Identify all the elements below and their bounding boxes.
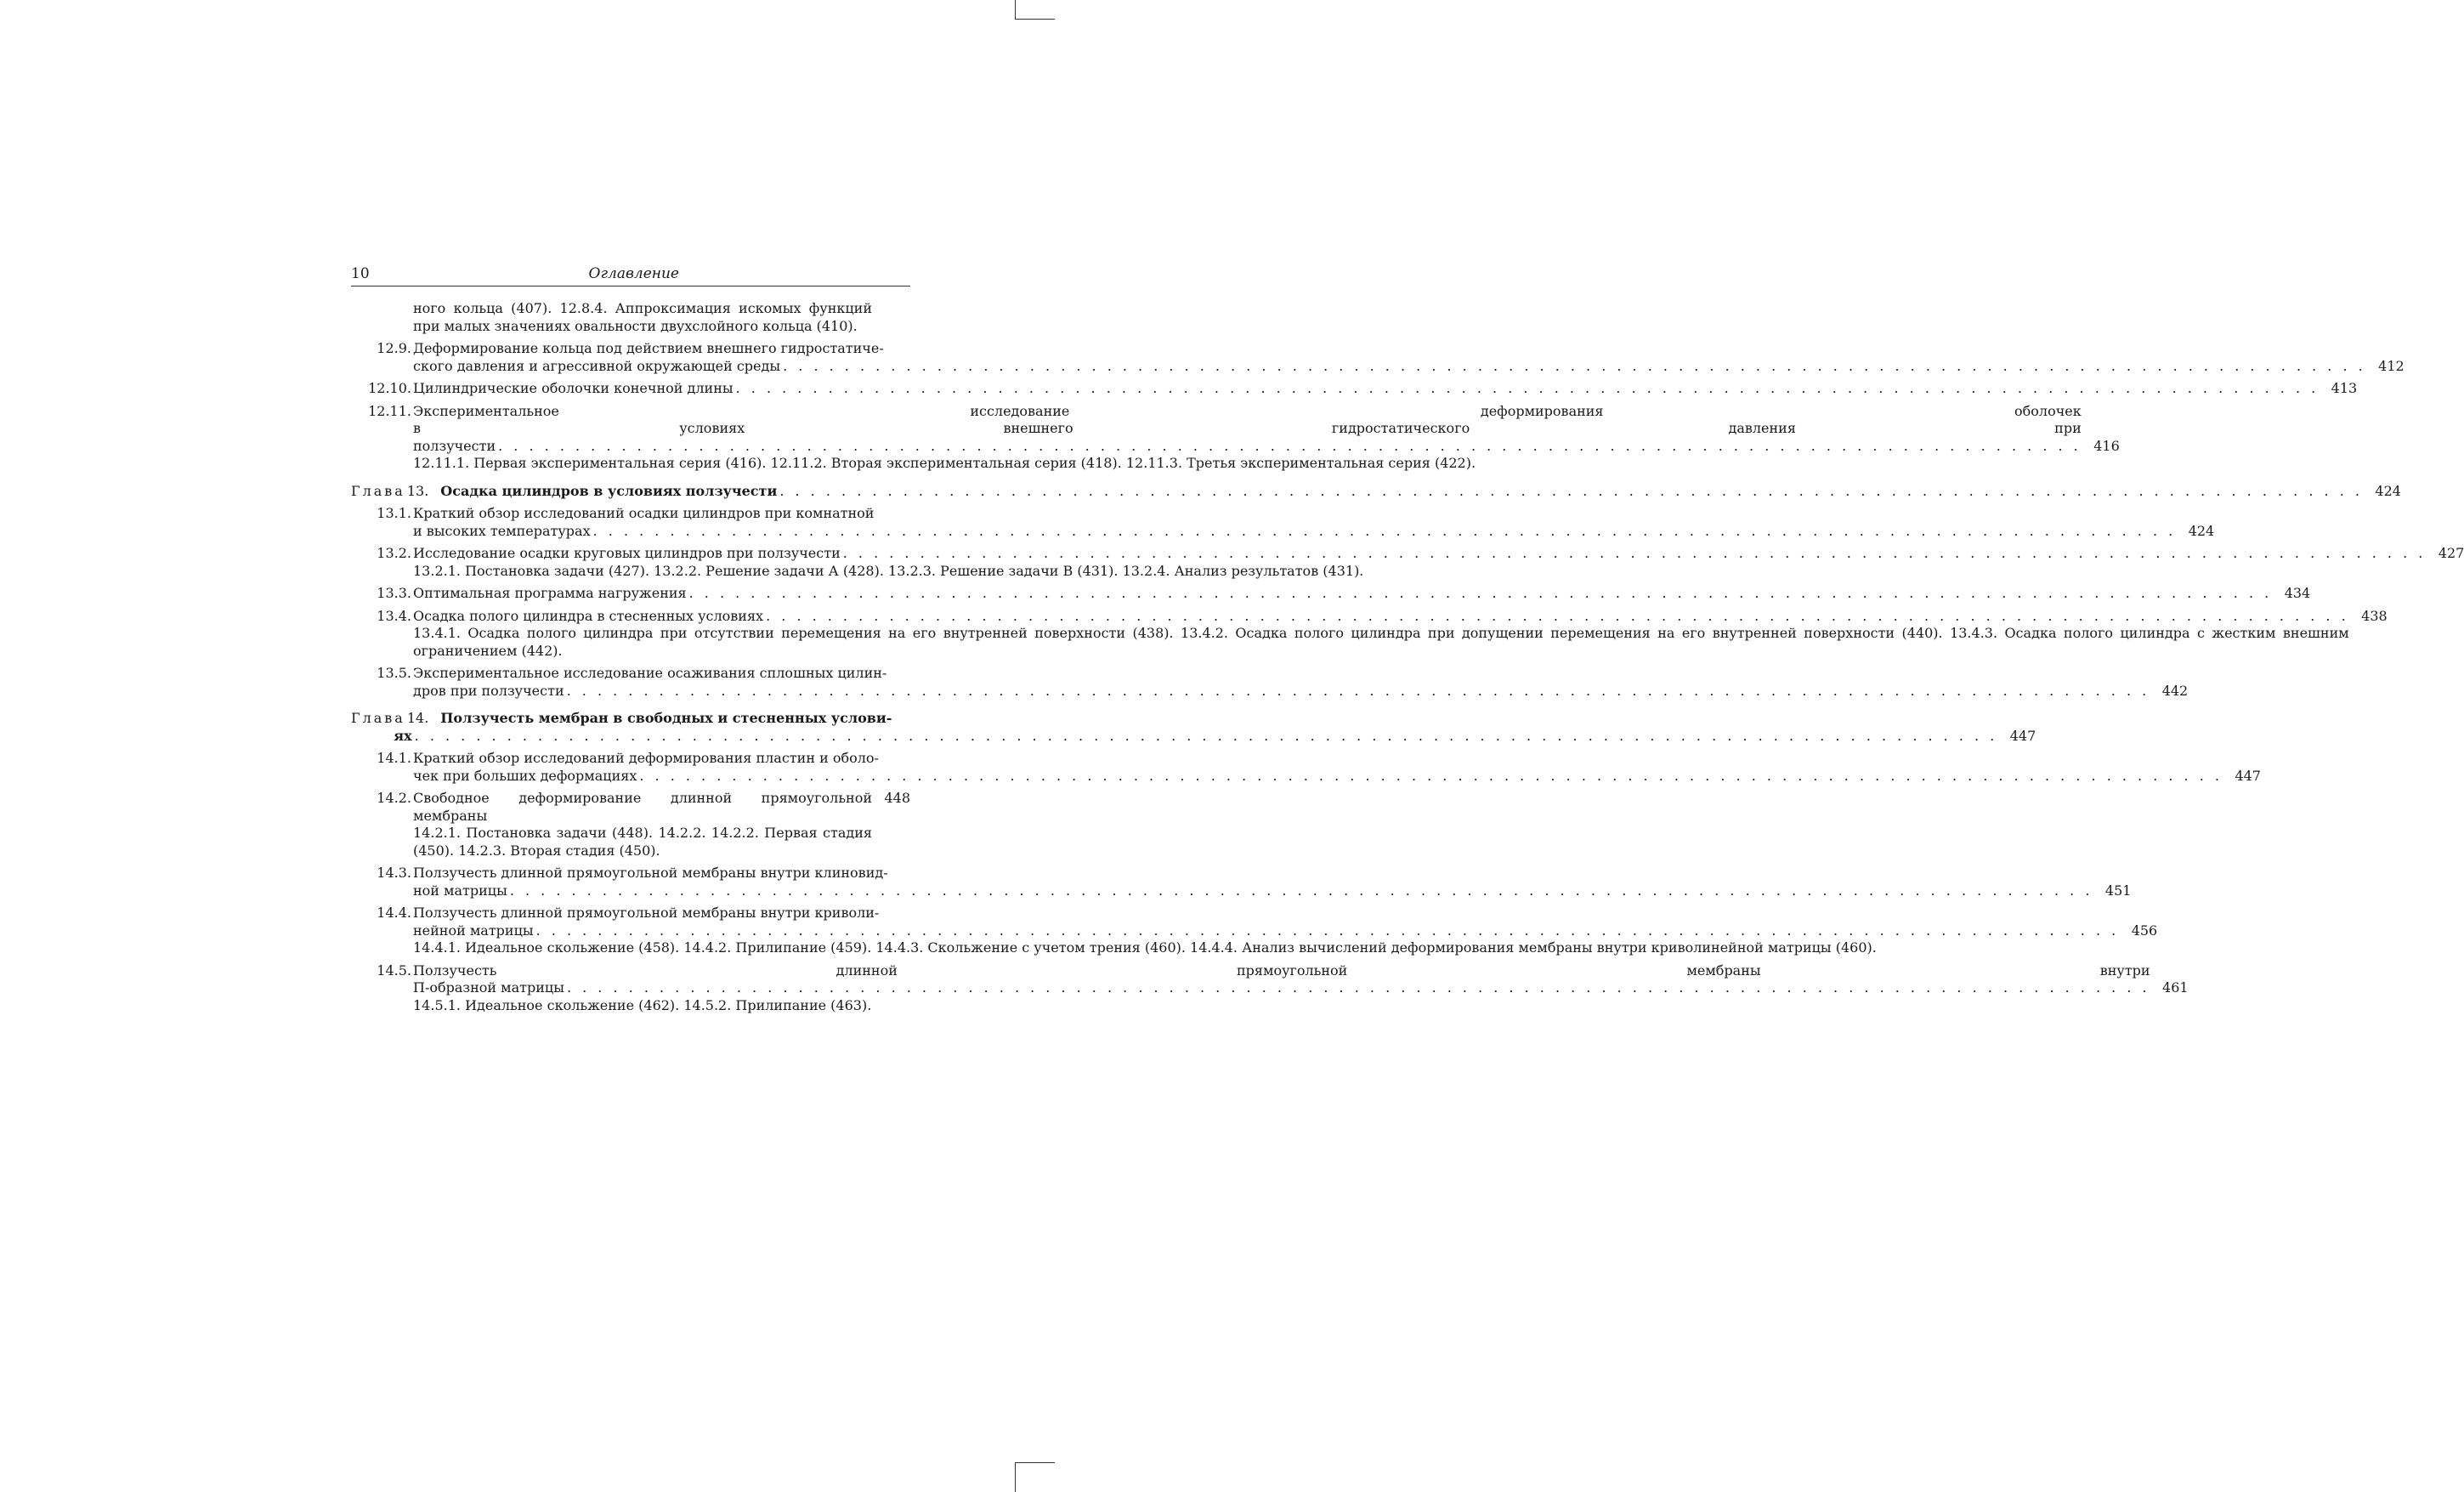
chapter-title-line-2: ях — [394, 727, 412, 744]
crop-mark-bottom-vertical — [1015, 1462, 1016, 1492]
section-title-line-1: Ползучесть длинной прямоугольной мембраны внутри криволи- — [413, 905, 880, 921]
page-ref: 456 — [2131, 922, 2158, 939]
leader-dots — [593, 523, 2177, 541]
section-number: 14.2. — [377, 790, 411, 806]
section-title-line-1: Деформирование кольца под действием внешнего гидростатиче- — [413, 340, 884, 356]
section-number: 14.4. — [377, 905, 411, 921]
page-number: 10 — [351, 265, 370, 282]
chapter-number: 14. — [406, 710, 429, 726]
section-title-line-1: Ползучесть длинной прямоугольной мембраны внутри клиновид- — [413, 865, 888, 881]
section-title-line-2: и высоких температурах — [413, 522, 591, 539]
section-title-line-1: Экспериментальное исследование деформирования оболочек — [413, 402, 2082, 419]
leader-dots — [843, 545, 2427, 563]
page-ref: 416 — [2093, 437, 2120, 454]
chapter-title: Осадка цилиндров в условиях ползучести — [440, 482, 778, 499]
section-title: Осадка полого цилиндра в стесненных условиях — [413, 607, 764, 624]
leader-dots — [567, 979, 2150, 997]
section-number: 12.11. — [368, 402, 411, 419]
section-number: 13.3. — [377, 585, 411, 601]
subsection-list: 12.11.1. Первая экспериментальная серия (416). 12.11.2. Вторая экспериментальная серия (418). 12.11.3. Третья экспериментальная серия (422). — [413, 455, 1476, 471]
leader-dots — [498, 438, 2082, 456]
toc-entry-14-1[interactable] — [351, 750, 2261, 785]
page-ref: 412 — [2378, 357, 2405, 374]
crop-mark-top-vertical — [1015, 0, 1016, 19]
toc-entry-13-2[interactable] — [351, 545, 2464, 580]
chapter-title-line-1: Ползучесть мембран в свободных и стесненных услови- — [440, 710, 892, 726]
section-title-line-1: Краткий обзор исследований деформирования пластин и оболо- — [413, 750, 879, 766]
toc-entry-14-3[interactable] — [351, 865, 2132, 899]
leader-dots — [736, 380, 2320, 398]
subsection-list: 14.2.1. Постановка задачи (448). 14.2.2. 14.2.2. Первая стадия (450). 14.2.3. Вторая стадия (450). — [413, 825, 872, 859]
toc-chapter-14[interactable] — [351, 710, 2036, 745]
toc-chapter-13[interactable] — [351, 482, 2401, 501]
leader-dots — [689, 585, 2273, 603]
page-ref: 413 — [2331, 380, 2358, 396]
running-header — [351, 265, 910, 286]
page-ref: 427 — [2438, 545, 2464, 561]
section-title-line-2: нейной матрицы — [413, 922, 534, 939]
toc-entry-14-2[interactable] — [351, 790, 910, 859]
page-ref: 424 — [2375, 482, 2401, 499]
page-ref: 424 — [2188, 522, 2215, 539]
section-number: 13.5. — [377, 665, 411, 681]
page-ref: 447 — [2009, 727, 2036, 744]
section-number: 14.3. — [377, 865, 411, 881]
section-title-line-3: ползучести — [413, 437, 496, 454]
leader-dots — [510, 882, 2093, 900]
section-number: 12.9. — [377, 340, 411, 356]
subsection-list: 13.4.1. Осадка полого цилиндра при отсутствии перемещения на его внутренней поверхности (438). 13.4.2. Осадка полого цилиндра при допущении перемещения на его внутренней поверхности (440). 13.4.3. Осадка полого цилиндра с жестким внешним ограничением (442). — [413, 625, 2349, 659]
leader-dots — [536, 922, 2120, 940]
section-title: Свободное деформирование длинной прямоугольной мембраны — [413, 790, 872, 824]
chapter-label: Глава — [351, 482, 405, 499]
leader-dots — [639, 768, 2223, 786]
section-title-line-2: дров при ползучести — [413, 682, 564, 699]
toc-entry-12-9[interactable] — [351, 340, 2405, 375]
toc-entry-14-4[interactable] — [351, 905, 2158, 957]
crop-mark-bottom-horizontal — [1015, 1462, 1055, 1463]
section-number: 13.1. — [377, 505, 411, 521]
running-title: Оглавление — [588, 265, 679, 282]
leader-dots — [779, 483, 2363, 501]
toc-entry-12-10[interactable] — [351, 380, 2358, 398]
toc-entry-13-1[interactable] — [351, 505, 2215, 540]
toc-entry-13-3[interactable] — [351, 585, 2311, 603]
subsection-list: 14.4.1. Идеальное скольжение (458). 14.4.2. Прилипание (459). 14.4.3. Скольжение с учетом трения (460). 14.4.4. Анализ вычислений деформирования мембраны внутри криволинейной матрицы (460). — [413, 939, 1877, 956]
toc-entry-14-5[interactable] — [351, 962, 2189, 1015]
section-title-line-2: в условиях внешнего гидростатического давления при — [413, 420, 2082, 436]
section-title-line-2: ского давления и агрессивной окружающей среды — [413, 357, 781, 374]
section-title-line-1: Краткий обзор исследований осадки цилиндров при комнатной — [413, 505, 875, 521]
page-ref: 442 — [2161, 682, 2189, 699]
toc-entry-12-11[interactable] — [351, 402, 2120, 473]
page-ref: 461 — [2162, 979, 2189, 996]
section-number: 14.5. — [377, 962, 411, 979]
section-title-line-1: Экспериментальное исследование осаживания сплошных цилин- — [413, 665, 887, 681]
page-ref: 438 — [2361, 607, 2388, 624]
page-ref: 434 — [2284, 585, 2311, 601]
chapter-label: Глава — [351, 710, 405, 726]
continuation-line-2: при малых значениях овальности двухслойного кольца (410). — [413, 317, 858, 334]
page-content — [351, 265, 2464, 1019]
section-title: Цилиндрические оболочки конечной длины — [413, 380, 734, 396]
toc-entry-13-5[interactable] — [351, 665, 2189, 700]
leader-dots — [783, 358, 2366, 376]
section-title-line-2: П-образной матрицы — [413, 979, 564, 996]
section-title-line-1: Ползучесть длинной прямоугольной мембраны внутри — [413, 962, 2150, 979]
section-title-line-2: ной матрицы — [413, 882, 507, 899]
page-ref: 448 — [884, 790, 910, 806]
toc-continuation — [351, 300, 910, 335]
leader-dots — [567, 683, 2150, 701]
subsection-list: 14.5.1. Идеальное скольжение (462). 14.5.2. Прилипание (463). — [413, 996, 872, 1013]
leader-dots — [415, 728, 1998, 746]
table-of-contents — [351, 300, 2464, 1014]
continuation-line-1: ного кольца (407). 12.8.4. Аппроксимация искомых функций — [413, 300, 872, 316]
section-number: 12.10. — [368, 380, 411, 396]
toc-entry-13-4[interactable] — [351, 607, 2388, 661]
subsection-list: 13.2.1. Постановка задачи (427). 13.2.2. Решение задачи А (428). 13.2.3. Решение задачи В (431). 13.2.4. Анализ результатов (431). — [413, 562, 1364, 579]
section-number: 14.1. — [377, 750, 411, 766]
section-title: Исследование осадки круговых цилиндров при ползучести — [413, 545, 841, 561]
leader-dots — [766, 608, 2349, 626]
chapter-number: 13. — [406, 482, 429, 499]
page-ref: 451 — [2104, 882, 2132, 899]
page-ref: 447 — [2235, 767, 2261, 784]
section-title: Оптимальная программа нагружения — [413, 585, 687, 601]
section-number: 13.4. — [377, 607, 411, 624]
crop-mark-top-horizontal — [1015, 19, 1055, 20]
section-title-line-2: чек при больших деформациях — [413, 767, 637, 784]
section-number: 13.2. — [377, 545, 411, 561]
